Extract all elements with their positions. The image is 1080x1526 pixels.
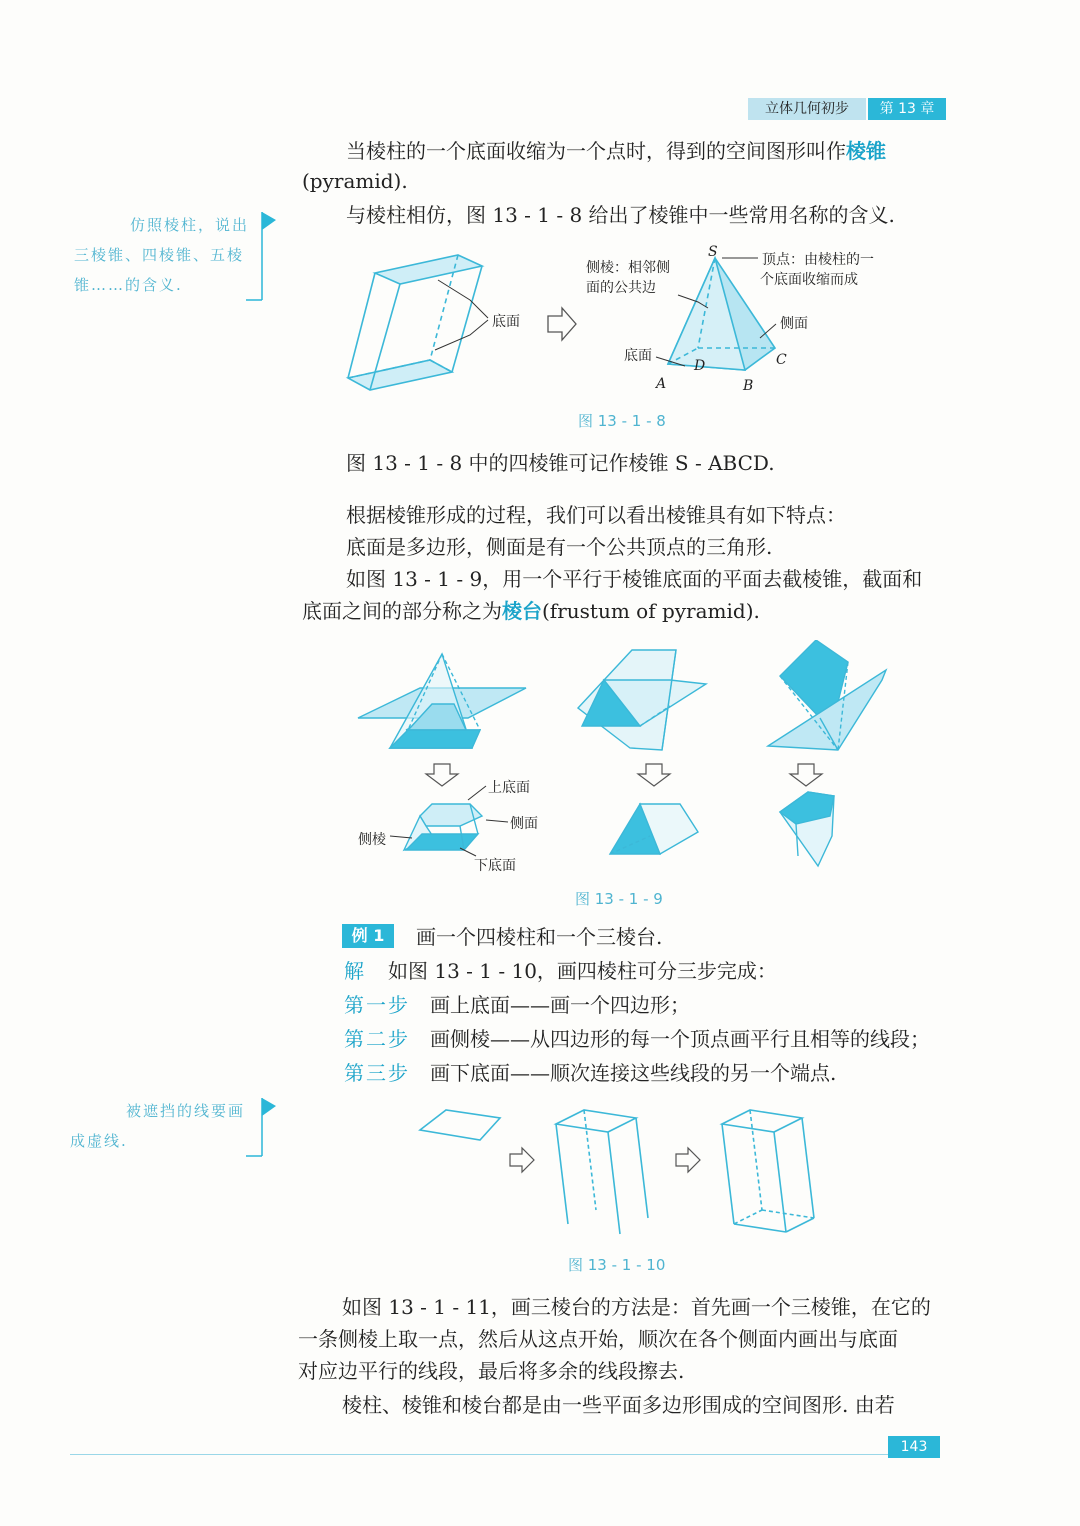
closing-line-1: 如图 13 - 1 - 11，画三棱台的方法是：首先画一个三棱锥，在它的: [342, 1295, 931, 1319]
vertex-B: B: [743, 378, 754, 394]
caption-13-1-9: 图 13 - 1 - 9: [575, 890, 663, 908]
intro-line-2: (pyramid).: [302, 169, 408, 193]
para-4: 如图 13 - 1 - 9，用一个平行于棱锥底面的平面去截棱锥，截面和: [346, 567, 923, 591]
figure-13-1-10: [410, 1104, 830, 1244]
intro-line-3: 与棱柱相仿，图 13 - 1 - 8 给出了棱锥中一些常用名称的含义.: [346, 203, 895, 227]
figure-13-1-9: [350, 640, 910, 880]
arrow-right-icon: [676, 1148, 700, 1172]
figure-13-1-8: [330, 240, 930, 405]
label-bottom-base: 下底面: [474, 858, 516, 874]
example-badge: 例 1: [342, 924, 394, 948]
step-2-label: 第二步: [344, 1027, 410, 1051]
label-base-right: 底面: [624, 348, 652, 364]
pyramid-drawing: [668, 258, 775, 370]
step-3-text: 画下底面——顺次连接这些线段的另一个端点.: [430, 1061, 837, 1085]
para-3: 底面是多边形，侧面是有一个公共顶点的三角形.: [346, 535, 773, 559]
label-top-base: 上底面: [488, 780, 530, 796]
side-note-2: 被遮挡的线要画 成虚线.: [70, 1102, 245, 1150]
solution-text: 如图 13 - 1 - 10，画四棱柱可分三步完成：: [388, 959, 777, 983]
vertex-D: D: [694, 358, 706, 374]
pyramid-horizontal-cut: [358, 654, 526, 748]
side-note-2-flag-icon: [246, 1094, 282, 1160]
vertex-C: C: [776, 352, 787, 368]
step3-drawing: [722, 1110, 814, 1232]
arrow-down-icon: [638, 764, 670, 786]
label-side-edge-1: 侧棱：相邻侧: [586, 260, 670, 276]
caption-13-1-8: 图 13 - 1 - 8: [578, 412, 666, 430]
step-1-text: 画上底面——画一个四边形；: [430, 993, 690, 1017]
step-2-text: 画侧棱——从四边形的每一个顶点画平行且相等的线段；: [430, 1027, 930, 1051]
pyramid-oblique-cut: [768, 640, 886, 750]
label-side-face-9: 侧面: [510, 816, 538, 832]
side-note-1-flag-icon: [246, 208, 282, 304]
label-base-left: 底面: [492, 314, 520, 330]
step2-drawing: [556, 1110, 648, 1234]
label-side-face: 侧面: [780, 316, 808, 332]
para-2: 根据棱锥形成的过程，我们可以看出棱锥具有如下特点：: [346, 503, 846, 527]
step1-quad: [420, 1110, 500, 1140]
arrow-down-icon: [790, 764, 822, 786]
para-5: 底面之间的部分称之为棱台(frustum of pyramid).: [302, 599, 760, 623]
label-side-edge-2: 面的公共边: [586, 280, 656, 296]
closing-line-3: 对应边平行的线段，最后将多余的线段擦去.: [298, 1359, 685, 1383]
term-pyramid: 棱锥: [846, 139, 886, 163]
chapter-title: 立体几何初步: [748, 98, 866, 120]
oblique-result-drawing: [780, 792, 834, 866]
page-number: 143: [888, 1436, 940, 1458]
example-question: 画一个四棱柱和一个三棱台.: [416, 925, 663, 949]
arrow-right-icon: [510, 1148, 534, 1172]
side-note-1: 仿照棱柱，说出 三棱锥、四棱锥、五棱 锥……的含义.: [74, 216, 249, 294]
label-apex-1: 顶点：由棱柱的一: [762, 252, 874, 268]
para-1: 图 13 - 1 - 8 中的四棱锥可记作棱锥 S - ABCD.: [346, 451, 775, 475]
intro-line-1: 当棱柱的一个底面收缩为一个点时，得到的空间图形叫作棱锥: [346, 139, 886, 163]
solution-label: 解: [344, 959, 366, 983]
arrow-right-icon: [548, 308, 576, 340]
label-apex-2: 个底面收缩而成: [760, 272, 858, 288]
prism-result-drawing: [610, 804, 698, 854]
step-1-label: 第一步: [344, 993, 410, 1017]
step-3-label: 第三步: [344, 1061, 410, 1085]
vertex-A: A: [656, 376, 667, 392]
chapter-number: 第 13 章: [868, 98, 946, 120]
vertex-S: S: [708, 244, 718, 260]
frustum-drawing: [404, 804, 482, 850]
closing-line-2: 一条侧棱上取一点，然后从这点开始，顺次在各个侧面内画出与底面: [298, 1327, 898, 1351]
caption-13-1-10: 图 13 - 1 - 10: [568, 1256, 666, 1274]
term-frustum: 棱台: [502, 599, 542, 623]
arrow-down-icon: [426, 764, 458, 786]
prism-vertical-cut: [578, 650, 706, 750]
prism-drawing: [348, 255, 482, 390]
footer-rule: [70, 1454, 890, 1455]
closing-line-4: 棱柱、棱锥和棱台都是由一些平面多边形围成的空间图形. 由若: [342, 1393, 895, 1417]
label-side-edge-9: 侧棱: [358, 832, 386, 848]
